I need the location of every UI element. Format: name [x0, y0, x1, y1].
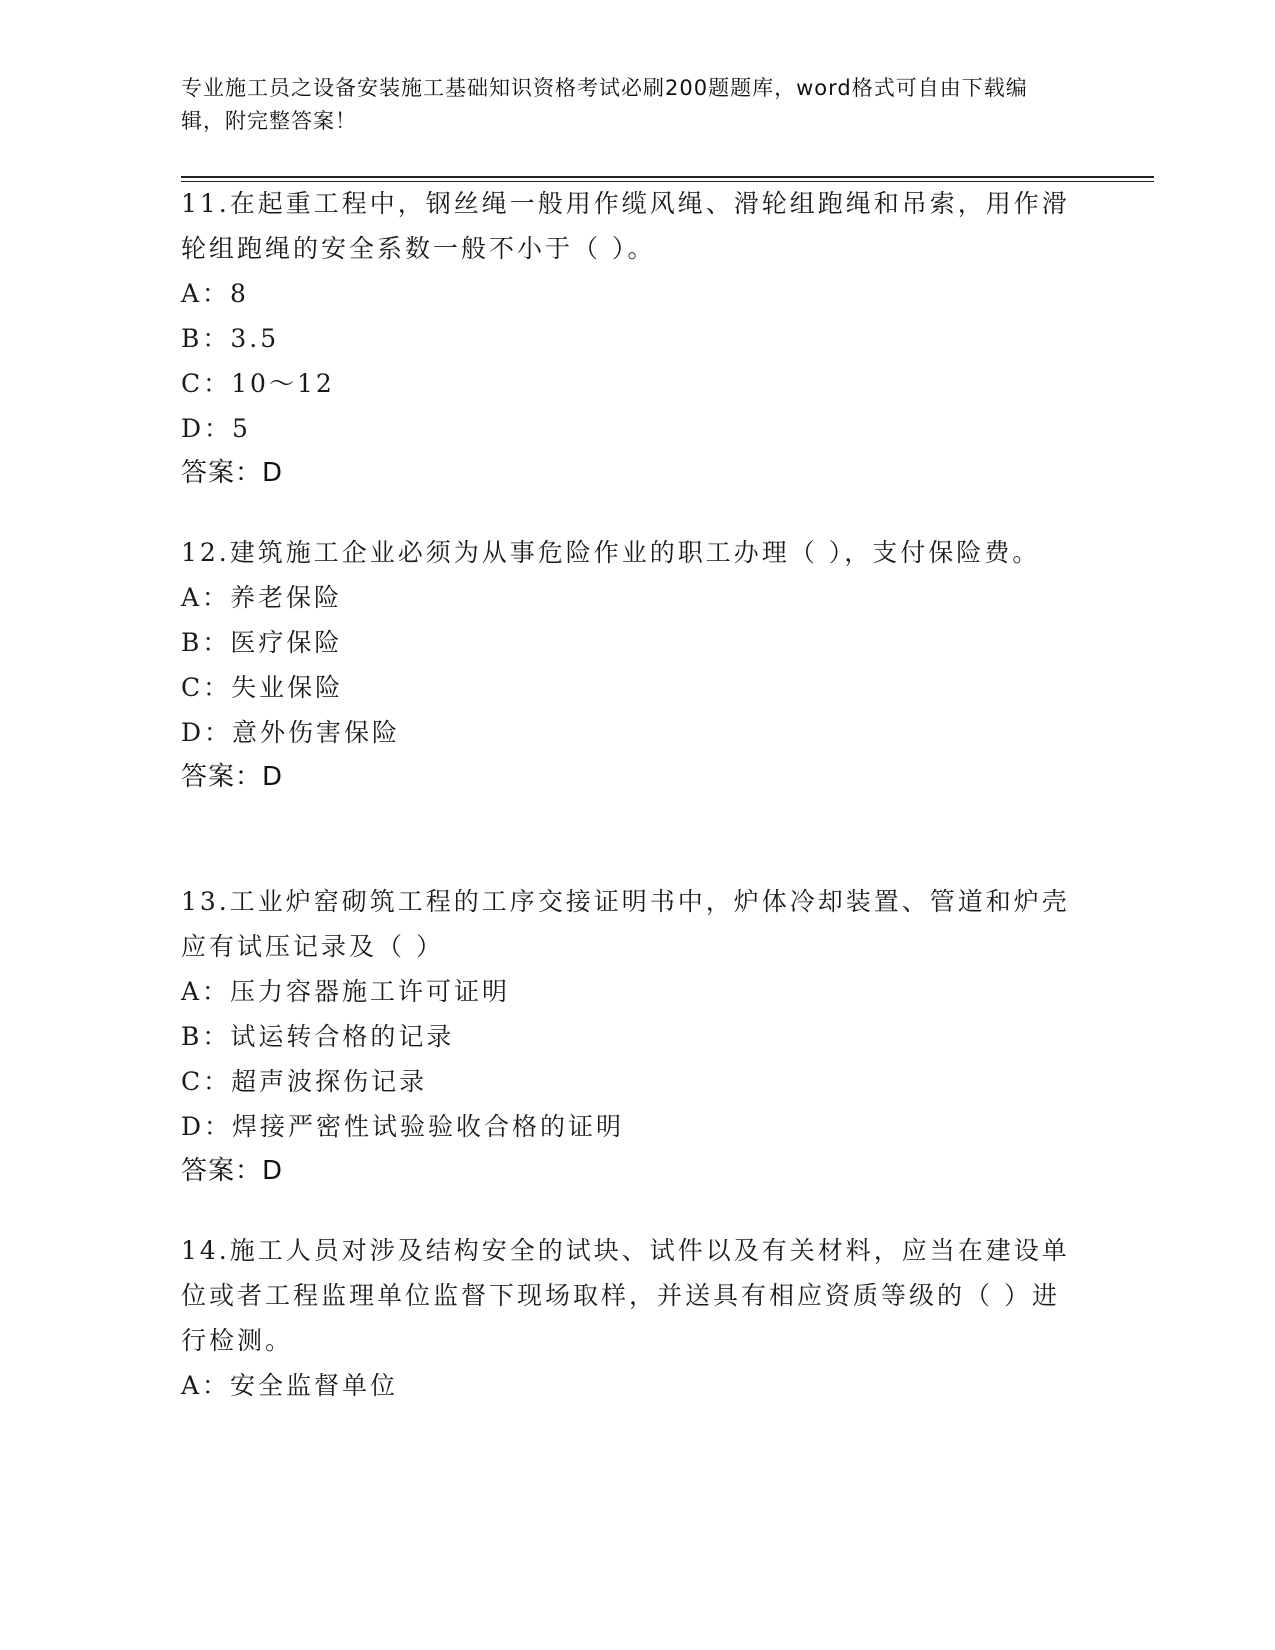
question-text: 11.在起重工程中，钢丝绳一般用作缆风绳、滑轮组跑绳和吊索，用作滑轮组跑绳的安全系数一般不小于（ ）。 [181, 189, 1070, 263]
option-a: A：养老保险 [181, 583, 343, 612]
question-text: 13.工业炉窑砌筑工程的工序交接证明书中，炉体冷却装置、管道和炉壳应有试压记录及（ ） [181, 887, 1070, 961]
question-text: 14.施工人员对涉及结构安全的试块、试件以及有关材料，应当在建设单位或者工程监理单位监督下现场取样，并送具有相应资质等级的（ ）进行检测。 [181, 1236, 1070, 1355]
option-a: A：压力容器施工许可证明 [181, 977, 511, 1006]
option-b: B：3.5 [181, 324, 280, 353]
option-b: B：医疗保险 [181, 628, 343, 657]
question-12 [181, 530, 1081, 800]
option-c: C：失业保险 [181, 673, 344, 702]
header-divider-thick [181, 176, 1154, 178]
document-header [181, 72, 1041, 138]
option-d: D：5 [181, 414, 251, 443]
question-13 [181, 879, 1081, 1194]
option-a: A：8 [181, 279, 249, 308]
option-d: D：焊接严密性试验验收合格的证明 [181, 1112, 625, 1141]
answer: 答案：D [181, 762, 284, 792]
option-c: C：10～12 [181, 369, 335, 398]
document-title: 专业施工员之设备安装施工基础知识资格考试必刷200题题库，word格式可自由下载编辑，附完整答案！ [181, 76, 1028, 133]
option-c: C：超声波探伤记录 [181, 1067, 428, 1096]
option-b: B：试运转合格的记录 [181, 1022, 455, 1051]
answer: 答案：D [181, 1156, 284, 1186]
option-a: A：安全监督单位 [181, 1371, 399, 1400]
answer: 答案：D [181, 458, 284, 488]
option-d: D：意外伤害保险 [181, 718, 401, 747]
question-14 [181, 1228, 1081, 1408]
question-11 [181, 181, 1081, 496]
question-text: 12.建筑施工企业必须为从事危险作业的职工办理（ ），支付保险费。 [181, 538, 1041, 567]
